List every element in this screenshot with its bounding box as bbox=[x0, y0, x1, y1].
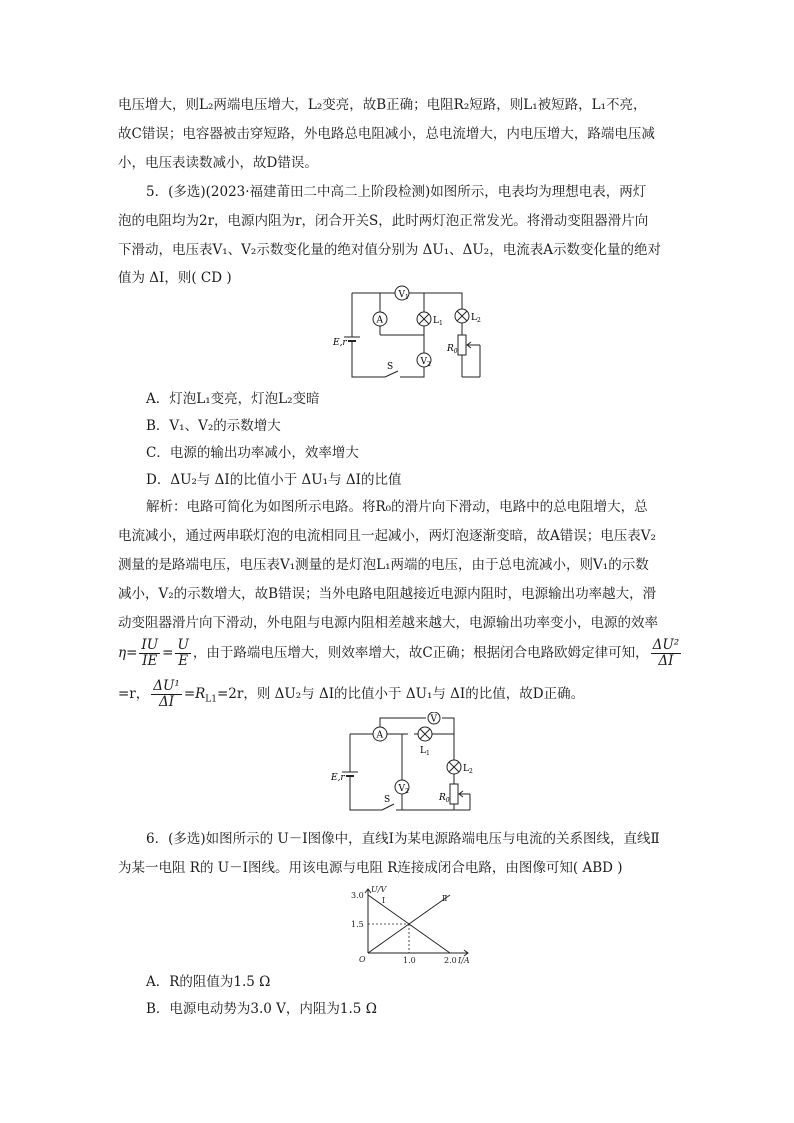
circuit2-r0-label: $R_0$ bbox=[439, 793, 450, 804]
circuit2-l2-label: $L_2$ bbox=[463, 764, 473, 775]
fraction-u-e: $\frac{U}{E}$ bbox=[177, 637, 189, 669]
circuit2-v2-label: $V_2$ bbox=[398, 784, 409, 795]
q6-option-b: B．电源电动势为3.0 V，内阻为1.5 Ω bbox=[146, 1001, 377, 1017]
circuit1-switch-label: S bbox=[387, 362, 394, 372]
q6-stem-line-2: 为某一电阻 R的 U－I图线。用该电源与电阻 R连接成闭合电路，由图像可知( ABD ) bbox=[118, 860, 623, 876]
circuit-diagram-2 bbox=[330, 712, 490, 817]
q5-analysis-line-5: 动变阻器滑片向下滑动，外电阻与电源内阻相差越来越大，电源输出功率变小，电源的效率 bbox=[118, 615, 658, 631]
q5-analysis-line-1: 解析：电路可简化为如图所示电路。将R₀的滑片向下滑动，电路中的总电阻增大，总 bbox=[146, 499, 648, 515]
x-axis-label: I/A bbox=[458, 956, 470, 965]
fraction-du2-di: $\frac{\text{ΔU²}}{\Delta I}$ bbox=[652, 637, 680, 669]
eta-symbol: η= bbox=[118, 645, 138, 661]
y-axis-label: U/V bbox=[371, 885, 387, 894]
circuit1-l1-label: $L_1$ bbox=[433, 316, 443, 327]
circuit1-source-label: E,r bbox=[333, 338, 347, 348]
circuit2-v-label: V bbox=[430, 714, 437, 725]
prev-solution-line-2: 故C错误；电容器被击穿短路，外电路总电阻减小，总电流增大，内电压增大，路端电压减 bbox=[118, 126, 655, 142]
origin-label: O bbox=[359, 955, 366, 964]
q5-stem-line-3: 下滑动，电压表V₁、V₂示数变化量的绝对值分别为 ΔU₁、ΔU₂，电流表A示数变化量的绝对 bbox=[118, 242, 661, 258]
prev-solution-line-3: 小，电压表读数减小，故D错误。 bbox=[118, 155, 318, 171]
q5-analysis-line-6: η= $\frac{IU}{IE}$ = $\frac{U}{E}$ ，由于路端电压增大，则效率增大，故C正确；根据闭合电路欧姆定律可知， $\frac{\text{ΔU²}}{\Delta I}$ bbox=[118, 637, 680, 669]
circuit1-r0-label: $R_0$ bbox=[447, 344, 458, 355]
q5-analysis-line-7: =r， $\frac{\text{ΔU¹}}{\Delta I}$ $=R_{L1}=2r$，则 ΔU₂与 ΔI的比值小于 ΔU₁与 ΔI的比值，故D正确。 bbox=[118, 678, 585, 710]
u-i-chart bbox=[340, 883, 480, 965]
q5-option-b: B．V₁、V₂的示数增大 bbox=[146, 418, 281, 434]
q5-analysis-line-4: 减小，V₂的示数增大，故B错误；当外电路电阻越接近电源内阻时，电源输出功率越大，滑 bbox=[118, 586, 657, 602]
circuit2-l1-label: $L_1$ bbox=[420, 746, 430, 757]
circuit2-source-label: E,r bbox=[331, 773, 345, 783]
circuit2-a-label: A bbox=[376, 730, 383, 741]
circuit-diagram-1 bbox=[330, 285, 490, 385]
x-tick-label: 2.0 bbox=[444, 956, 457, 965]
circuit1-a-label: A bbox=[376, 315, 383, 326]
circuit1-v2-label: $V_2$ bbox=[420, 357, 431, 368]
fraction-iu-ie: $\frac{IU}{IE}$ bbox=[141, 637, 159, 669]
q5-option-c: C．电源的输出功率减小，效率增大 bbox=[146, 445, 359, 461]
q5-analysis-line-3: 测量的是路端电压，电压表V₁测量的是灯泡L₁两端的电压，由于总电流减小，则V₁的示数 bbox=[118, 557, 649, 573]
q6-option-a: A．R的阻值为1.5 Ω bbox=[146, 974, 271, 990]
circuit2-switch-label: S bbox=[384, 795, 391, 805]
circuit1-l2-label: $L_2$ bbox=[471, 313, 481, 324]
y-tick-label: 3.0 bbox=[351, 891, 364, 900]
q5-analysis-line-2: 电流减小，通过两串联灯泡的电流相同且一起减小，两灯泡逐渐变暗，故A错误；电压表V₂ bbox=[118, 528, 656, 544]
series-label-2: Ⅱ bbox=[442, 894, 448, 903]
q5-stem-line-2: 泡的电阻均为2r，电源内阻为r，闭合开关S，此时两灯泡正常发光。将滑动变阻器滑片向 bbox=[118, 213, 649, 229]
fraction-du1-di: $\frac{\text{ΔU¹}}{\Delta I}$ bbox=[153, 678, 180, 710]
q5-option-a: A．灯泡L₁变亮，灯泡L₂变暗 bbox=[146, 391, 320, 407]
prev-solution-line-1: 电压增大，则L₂两端电压增大，L₂变亮，故B正确；电阻R₂短路，则L₁被短路，L₁不亮， bbox=[118, 97, 647, 113]
q5-stem-line-1: 5．(多选)(2023·福建莆田二中高二上阶段检测)如图所示，电表均为理想电表，两灯 bbox=[146, 184, 647, 200]
q5-stem-line-4: 值为 ΔI，则( CD ) bbox=[118, 270, 232, 286]
q6-stem-line-1: 6．(多选)如图所示的 U－I图像中，直线Ⅰ为某电源路端电压与电流的关系图线，直线Ⅱ bbox=[146, 831, 660, 847]
x-tick-label: 1.0 bbox=[403, 956, 416, 965]
y-tick-label: 1.5 bbox=[351, 920, 364, 929]
q5-option-d: D．ΔU₂与 ΔI的比值小于 ΔU₁与 ΔI的比值 bbox=[146, 472, 402, 488]
circuit1-v1-label: $V_1$ bbox=[398, 290, 409, 301]
series-label-1: Ⅰ bbox=[382, 896, 386, 905]
